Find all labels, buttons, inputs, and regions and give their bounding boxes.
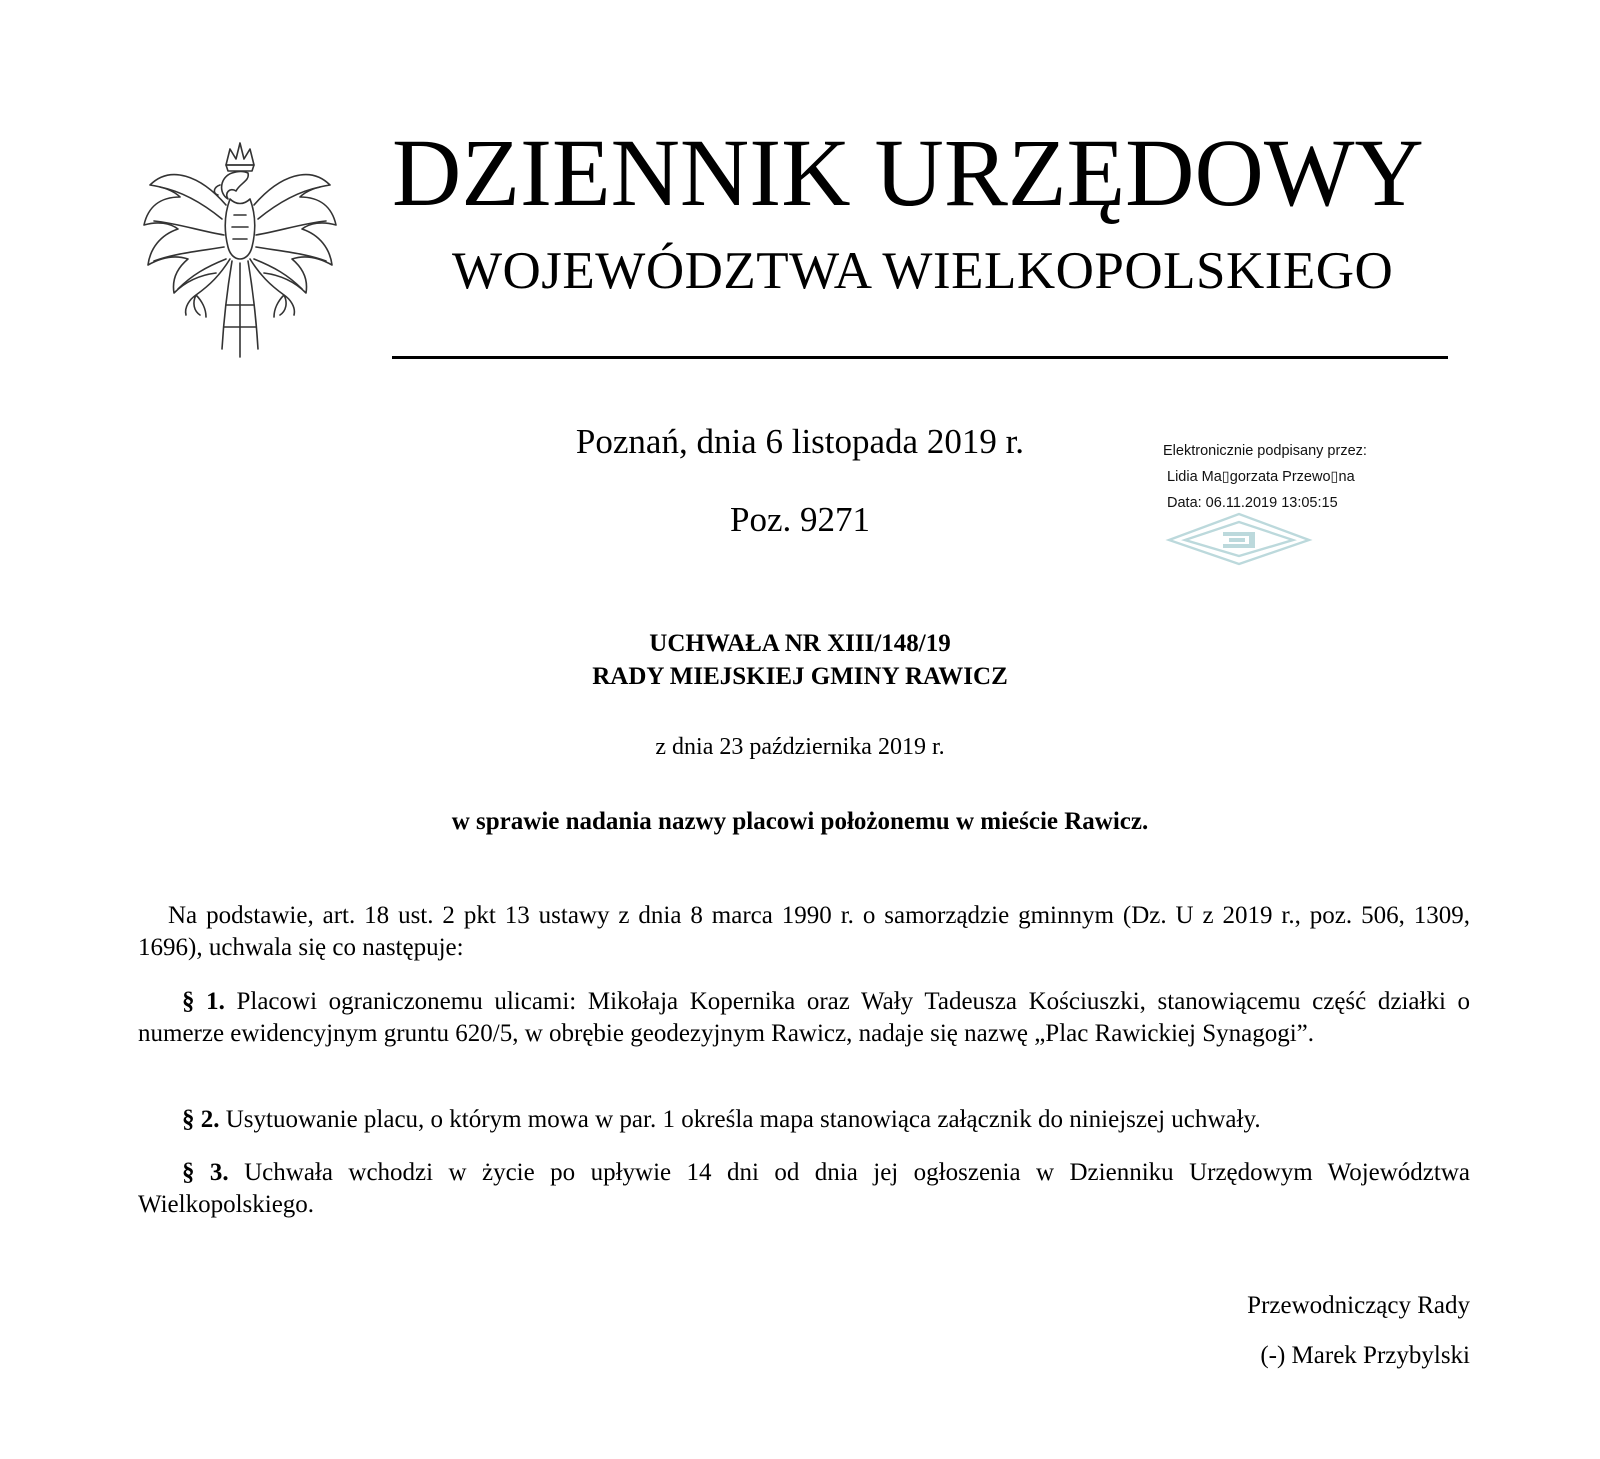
eagle-emblem-icon xyxy=(140,135,340,360)
esignature-line-signer: Lidia Ma▯gorzata Przewo▯na xyxy=(1167,469,1355,485)
publication-place-date: Poznań, dnia 6 listopada 2019 r. xyxy=(575,422,1025,461)
paragraph-1 xyxy=(138,986,1470,1050)
paragraph-1-text: Placowi ograniczonemu ulicami: Mikołaja Kopernika oraz Wały Tadeusza Kościuszki, stanowiącemu część działki o numerze ewidencyjnym gruntu 620/5, w obrębie geodezyjnym Rawicz, nadaje się nazwę „Plac Rawickiej Synagogi”. xyxy=(138,988,1470,1047)
paragraph-3 xyxy=(138,1157,1470,1221)
paragraph-1-label: § 1. xyxy=(182,988,225,1015)
resolution-date: z dnia 23 października 2019 r. xyxy=(655,734,945,760)
masthead-subtitle: WOJEWÓDZTWA WIELKOPOLSKIEGO xyxy=(452,242,1394,300)
masthead-title: DZIENNIK URZĘDOWY xyxy=(392,119,1424,226)
resolution-number: UCHWAŁA NR XIII/148/19 xyxy=(649,630,951,657)
signature-check-logo-icon xyxy=(1163,510,1315,566)
esignature-line-signed-by: Elektronicznie podpisany przez: xyxy=(1163,443,1367,459)
resolution-subject: w sprawie nadania nazwy placowi położonemu w mieście Rawicz. xyxy=(451,808,1149,835)
paragraph-3-label: § 3. xyxy=(182,1159,229,1186)
masthead-divider xyxy=(392,356,1448,359)
publication-position: Poz. 9271 xyxy=(730,500,870,539)
resolution-council: RADY MIEJSKIEJ GMINY RAWICZ xyxy=(592,663,1008,690)
paragraph-2 xyxy=(138,1104,1470,1136)
electronic-signature-block xyxy=(1163,438,1443,516)
paragraph-2-label: § 2. xyxy=(182,1106,220,1133)
paragraph-3-text: Uchwała wchodzi w życie po upływie 14 dni od dnia jej ogłoszenia w Dzienniku Urzędowym Województwa Wielkopolskiego. xyxy=(138,1159,1471,1218)
signatory-role: Przewodniczący Rady xyxy=(1247,1292,1470,1319)
legal-basis-paragraph: Na podstawie, art. 18 ust. 2 pkt 13 ustawy z dnia 8 marca 1990 r. o samorządzie gminnym (Dz. U z 2019 r., poz. 506, 1309, 1696), uchwala się co następuje: xyxy=(138,902,1470,961)
paragraph-2-text: Usytuowanie placu, o którym mowa w par. 1 określa mapa stanowiąca załącznik do niniejszej uchwały. xyxy=(219,1106,1261,1133)
signatory-name: (-) Marek Przybylski xyxy=(1260,1342,1470,1369)
esignature-line-date: Data: 06.11.2019 13:05:15 xyxy=(1167,495,1338,511)
